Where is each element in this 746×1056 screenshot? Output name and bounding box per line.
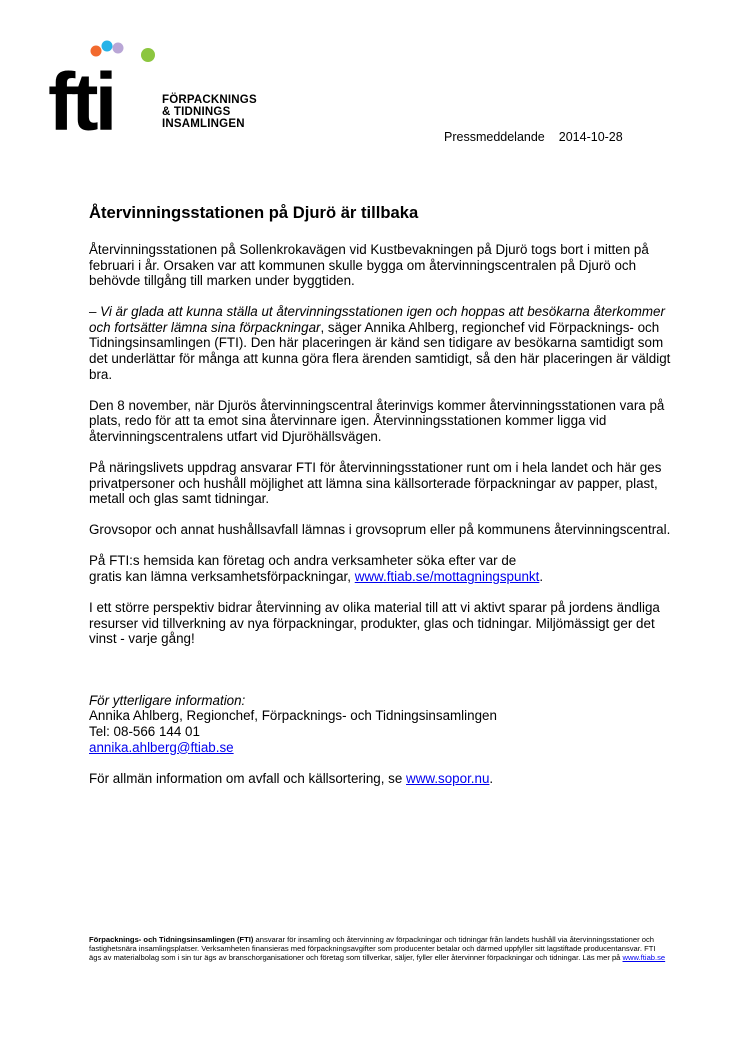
general-info bbox=[89, 771, 679, 787]
paragraph-6-line-1: På FTI:s hemsida kan företag och andra verksamheter söka efter var de bbox=[89, 553, 517, 569]
quote: – Vi är glada att kunna ställa ut återvinningsstationen igen och hoppas att besökarna återkommer och fortsätter lämna sina förpackningar bbox=[89, 304, 665, 335]
paragraph-3: Den 8 november, när Djurös återvinningscentral återinvigs kommer återvinningsstationen vara på plats, redo för att ta emot sina återvinnare igen. Återvinningsstationen kommer ligga vid återvinningscentralens utfart vid Djuröhällsvägen. bbox=[89, 397, 665, 444]
paragraph-2-rest: , säger Annika Ahlberg, regionchef vid Förpacknings- och Tidningsinsamlingen (FTI). Den här placeringen är känd sen tidigare av besökarna samtidigt som det underlättar för många att kunna göra flera ärenden samtidigt, så den här placeringen är väldigt bra. bbox=[89, 319, 671, 382]
doc-date: 2014-10-28 bbox=[558, 130, 623, 144]
paragraph-6-line-2: gratis kan lämna verksamhetsförpackningar, bbox=[89, 569, 355, 584]
mottagningspunkt-link[interactable]: www.ftiab.se/mottagningspunkt bbox=[354, 569, 540, 584]
footer-boilerplate bbox=[89, 935, 669, 963]
logo-dot-lilac bbox=[113, 43, 124, 54]
logo-line-2: & TIDNINGS bbox=[162, 106, 231, 118]
contact-name: Annika Ahlberg, Regionchef, Förpacknings- och Tidningsinsamlingen bbox=[89, 708, 497, 724]
contact-email-link[interactable]: annika.ahlberg@ftiab.se bbox=[89, 739, 234, 755]
contact-heading: För ytterligare information: bbox=[89, 692, 246, 708]
contact-tel: Tel: 08-566 144 01 bbox=[89, 724, 200, 740]
paragraph-7: I ett större perspektiv bidrar återvinning av olika material till att vi aktivt sparar på jordens ändliga resurser vid tillverkning av nya förpackningar, produkter, glas och tidningar. Miljömässigt ger det vinst - varje gång! bbox=[89, 600, 660, 647]
fti-logo bbox=[48, 40, 288, 140]
logo-line-1: FÖRPACKNINGS bbox=[162, 94, 257, 106]
logo-dot-blue bbox=[102, 41, 113, 52]
paragraph-6 bbox=[89, 553, 679, 584]
footer-bold: Förpacknings- och Tidningsinsamlingen (FTI) bbox=[89, 935, 254, 944]
paragraph-5: Grovsopor och annat hushållsavfall lämnas i grovsoprum eller på kommunens återvinningscentral. bbox=[89, 522, 671, 538]
doc-type: Pressmeddelande bbox=[444, 130, 545, 144]
general-info-text: För allmän information om avfall och källsortering, se bbox=[89, 770, 407, 786]
footer-text: ansvarar för insamling och återvinning av förpackningar och tidningar från landets hushåll via återvinningsstationer och fastighetsnära insamlingsplatser. Verksamheten finansieras med förpackningsavgifter som producenter betalar och därmed uppfyller sitt lagstiftade producentansvar. FTI ägs av materialbolag som i sin tur ägs av branschorganisationer och företag som tillverkar, säljer, fyller eller återvinner förpackningar och tidningar. Läs mer på bbox=[89, 935, 656, 963]
article-title: Återvinningsstationen på Djurö är tillbaka bbox=[89, 203, 419, 222]
general-info-end: . bbox=[489, 770, 494, 786]
logo-dot-green bbox=[141, 48, 155, 62]
logo-text bbox=[162, 94, 257, 130]
paragraph-1: Återvinningsstationen på Sollenkrokavägen vid Kustbevakningen på Djurö togs bort i mitten på februari i år. Orsaken var att kommunen skulle bygga om återvinningscentralen på Djurö och behövde tillgång till marken under byggtiden. bbox=[89, 242, 649, 289]
fti-logo-mark bbox=[48, 40, 168, 140]
paragraph-6-end: . bbox=[539, 569, 544, 584]
logo-dot-orange bbox=[91, 46, 102, 57]
paragraph-4: På näringslivets uppdrag ansvarar FTI för återvinningsstationer runt om i hela landet och här ges privatpersoner och hushåll möjlighet att lämna sina källsorterade förpackningar av papper, plast, metall och glas samt tidningar. bbox=[89, 460, 662, 507]
logo-line-3: INSAMLINGEN bbox=[162, 118, 245, 130]
press-header bbox=[444, 130, 623, 144]
logo-wordmark: fti bbox=[48, 57, 114, 140]
footer-ftiab-link[interactable]: www.ftiab.se bbox=[622, 953, 666, 963]
paragraph-2 bbox=[89, 304, 679, 382]
article bbox=[89, 203, 679, 786]
contact-info bbox=[89, 693, 679, 786]
sopor-link[interactable]: www.sopor.nu bbox=[406, 770, 490, 786]
